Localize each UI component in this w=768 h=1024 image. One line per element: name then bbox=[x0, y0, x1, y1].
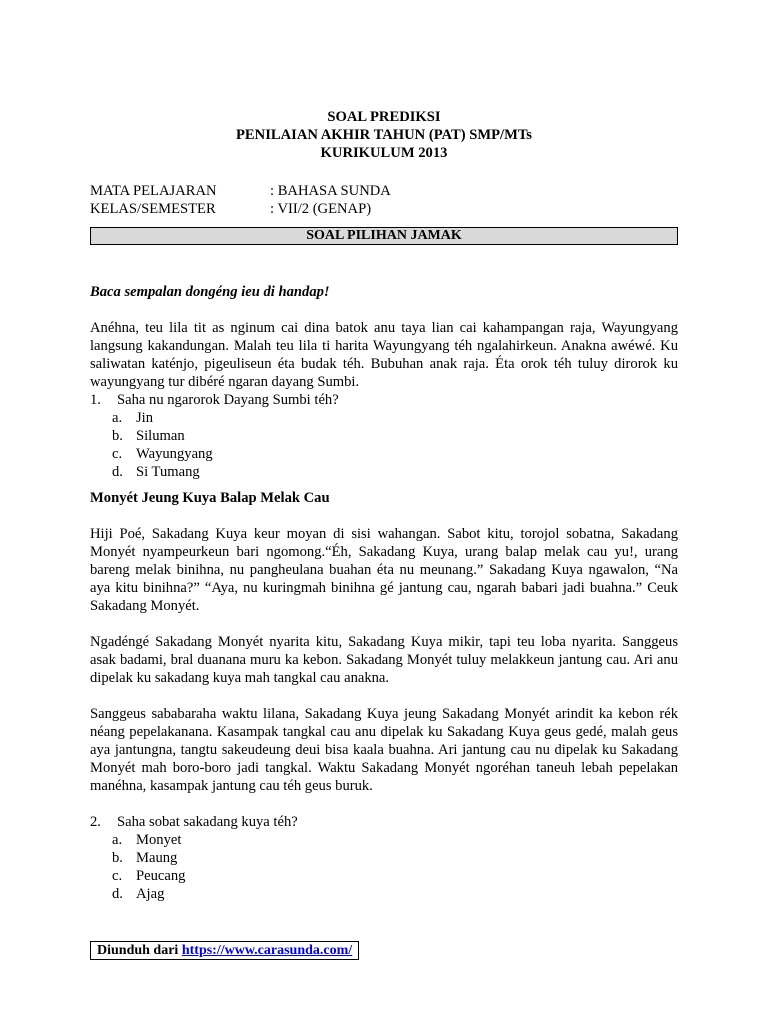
meta-block bbox=[90, 182, 678, 218]
question-number: 2. bbox=[90, 814, 101, 830]
question-text: Saha sobat sakadang kuya téh? bbox=[117, 814, 298, 830]
doc-title: SOAL PREDIKSI bbox=[327, 109, 441, 125]
question-2 bbox=[90, 813, 678, 831]
question-text: Saha nu ngarorok Dayang Sumbi téh? bbox=[117, 392, 339, 408]
class-label: KELAS/SEMESTER bbox=[90, 201, 216, 217]
story-paragraph: Ngadéngé Sakadang Monyét nyarita kitu, Sakadang Kuya mikir, tapi teu loba nyarita. Sanggeus asak badami, bral duanana muru ka kebon. Sakadang Monyét tuluy melakkeun jantung cau. Ari anu dipelak ku sakadang kuya mah tangkal cau anakna. bbox=[90, 634, 678, 686]
option-text: Jin bbox=[136, 410, 154, 426]
question-1 bbox=[90, 391, 678, 409]
question-1-options bbox=[112, 409, 678, 481]
question-number: 1. bbox=[90, 392, 101, 408]
instruction: Baca sempalan dongéng ieu di handap! bbox=[90, 284, 330, 300]
footer-label: Diunduh dari bbox=[97, 943, 179, 958]
option-item bbox=[112, 427, 678, 445]
passage-1: Anéhna, teu lila tit as nginum cai dina batok anu taya lian cai kahampangan raja, Wayungyang langsung kakandungan. Malah teu lila ti harita Wayungyang téh ngalahirkeun. Anakna awéwé. Ku saliwatan katénjo, pigeuliseun éta budak téh. Bubuhan anak raja. Éta orok téh tuluy dirorok ku wayungyang tur dibéré ngaran dayang Sumbi. bbox=[90, 320, 678, 390]
option-item bbox=[112, 849, 678, 867]
footer-link[interactable]: https://www.carasunda.com/ bbox=[181, 943, 353, 958]
download-footer bbox=[90, 941, 359, 960]
story-paragraph: Hiji Poé, Sakadang Kuya keur moyan di sisi wahangan. Sabot kitu, torojol sobatna, Sakadang Monyét nyampeurkeun bari ngomong.“Éh, Sakadang Kuya, urang balap melak cau yu!, urang bareng melak binihna, nu pangheulana buahan éta nu meunang.” Sakadang Kuya ngawalon, “Na aya kitu binihna?” “Aya, nu kuringmah binihna gé jantung cau, ngarah babari jadi buahna.” Ceuk Sakadang Monyét. bbox=[90, 526, 678, 614]
subject-label: MATA PELAJARAN bbox=[90, 183, 217, 199]
option-letter: b. bbox=[112, 428, 123, 444]
option-item bbox=[112, 445, 678, 463]
option-letter: c. bbox=[112, 868, 123, 884]
class-value: : VII/2 (GENAP) bbox=[270, 201, 372, 217]
question-2-options bbox=[112, 831, 678, 903]
option-letter: a. bbox=[112, 832, 123, 848]
doc-curriculum: KURIKULUM 2013 bbox=[320, 145, 448, 161]
option-letter: b. bbox=[112, 850, 123, 866]
option-text: Siluman bbox=[136, 428, 185, 444]
section-title: SOAL PILIHAN JAMAK bbox=[90, 227, 678, 245]
document-page bbox=[90, 108, 678, 903]
story-title: Monyét Jeung Kuya Balap Melak Cau bbox=[90, 490, 330, 506]
option-item bbox=[112, 409, 678, 427]
option-text: Wayungyang bbox=[136, 446, 213, 462]
option-letter: d. bbox=[112, 886, 123, 902]
option-text: Maung bbox=[136, 850, 178, 866]
story-paragraph: Sanggeus sababaraha waktu lilana, Sakadang Kuya jeung Sakadang Monyét arindit ka kebon rék néang pepelakanana. Kasampak tangkal cau anu dipelak ku Sakadang Kuya geus gedé, malah geus aya jantungna, tangtu sakeudeung deui bisa kaala buahna. Ari jantung cau nu dipelak ku Sakadang Monyét mah boro-boro jadi tangkal. Waktu Sakadang Monyét ngoréhan taneuh lebah pepelakan manéhna, kasampak jantung cau téh geus buruk. bbox=[90, 706, 678, 794]
option-letter: d. bbox=[112, 464, 123, 480]
subject-value: : BAHASA SUNDA bbox=[270, 183, 391, 199]
option-letter: a. bbox=[112, 410, 123, 426]
option-text: Ajag bbox=[136, 886, 165, 902]
meta-row-subject bbox=[90, 182, 678, 200]
option-letter: c. bbox=[112, 446, 123, 462]
option-item bbox=[112, 885, 678, 903]
option-item bbox=[112, 463, 678, 481]
option-text: Monyet bbox=[136, 832, 182, 848]
option-item bbox=[112, 867, 678, 885]
option-item bbox=[112, 831, 678, 849]
meta-row-class bbox=[90, 200, 678, 218]
doc-subtitle: PENILAIAN AKHIR TAHUN (PAT) SMP/MTs bbox=[236, 127, 532, 143]
option-text: Peucang bbox=[136, 868, 186, 884]
option-text: Si Tumang bbox=[136, 464, 200, 480]
